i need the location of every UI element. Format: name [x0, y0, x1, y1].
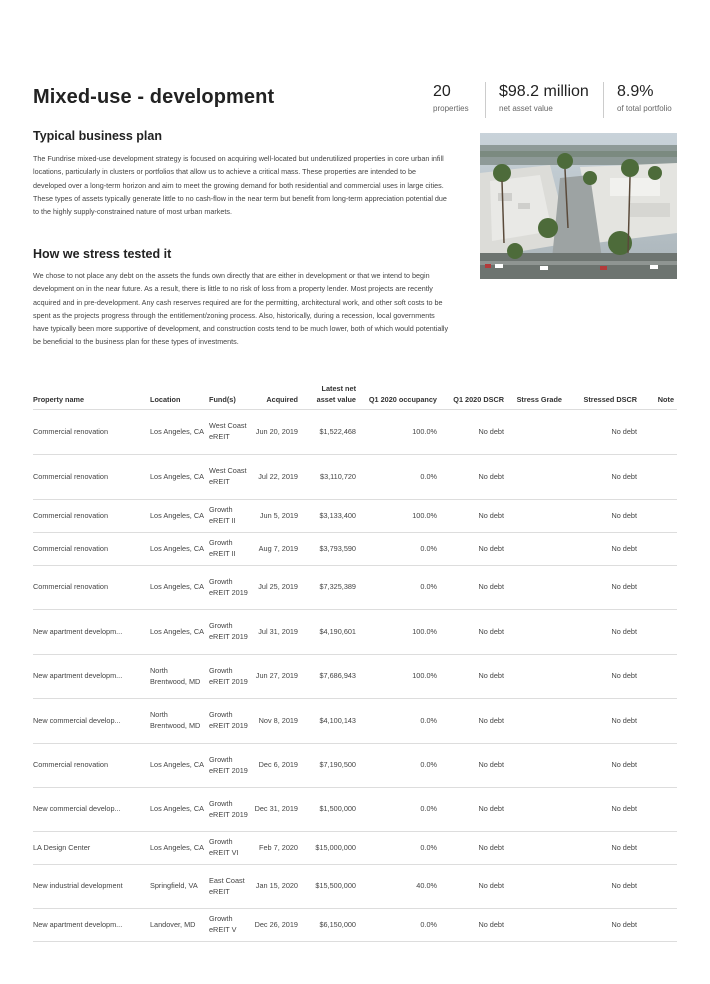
col-header-note: Note	[640, 378, 677, 410]
table-row	[33, 566, 677, 610]
cell-stressed-dscr: No debt	[565, 455, 640, 500]
cell-property-name: Commercial renovation	[33, 410, 150, 455]
cell-occupancy: 40.0%	[359, 865, 440, 909]
page-title: Mixed-use - development	[33, 86, 275, 108]
cell-location: Los Angeles, CA	[150, 410, 209, 455]
cell-acquired: Jun 27, 2019	[253, 655, 301, 699]
cell-occupancy: 0.0%	[359, 788, 440, 832]
cell-property-name: Commercial renovation	[33, 744, 150, 788]
cell-note	[640, 699, 677, 744]
cell-location: Los Angeles, CA	[150, 832, 209, 865]
stat-net-asset-value	[499, 82, 589, 118]
col-header-dscr: Q1 2020 DSCR	[440, 378, 507, 410]
col-header-occupancy: Q1 2020 occupancy	[359, 378, 440, 410]
cell-funds: Growth eREIT 2019	[209, 744, 253, 788]
cell-occupancy: 0.0%	[359, 909, 440, 942]
cell-note	[640, 788, 677, 832]
table-row	[33, 410, 677, 455]
cell-stress-grade	[507, 566, 565, 610]
table-row	[33, 832, 677, 865]
cell-funds: Growth eREIT 2019	[209, 566, 253, 610]
cell-stress-grade	[507, 500, 565, 533]
cell-note	[640, 455, 677, 500]
cell-stressed-dscr: No debt	[565, 909, 640, 942]
cell-property-name: Commercial renovation	[33, 566, 150, 610]
cell-stressed-dscr: No debt	[565, 699, 640, 744]
table-row	[33, 610, 677, 655]
cell-occupancy: 100.0%	[359, 655, 440, 699]
stat-properties	[433, 82, 469, 118]
cell-stress-grade	[507, 655, 565, 699]
cell-stressed-dscr: No debt	[565, 566, 640, 610]
cell-funds: Growth eREIT 2019	[209, 610, 253, 655]
stress-test-heading: How we stress tested it	[33, 247, 172, 261]
cell-acquired: Dec 26, 2019	[253, 909, 301, 942]
table-row	[33, 699, 677, 744]
col-header-net-asset-value: Latest net asset value	[301, 378, 359, 410]
cell-property-name: Commercial renovation	[33, 533, 150, 566]
cell-stress-grade	[507, 909, 565, 942]
cell-stressed-dscr: No debt	[565, 533, 640, 566]
cell-acquired: Jun 20, 2019	[253, 410, 301, 455]
cell-net-asset-value: $4,190,601	[301, 610, 359, 655]
table-row	[33, 533, 677, 566]
cell-location: Los Angeles, CA	[150, 455, 209, 500]
cell-occupancy: 100.0%	[359, 500, 440, 533]
cell-location: Los Angeles, CA	[150, 566, 209, 610]
cell-location: Landover, MD	[150, 909, 209, 942]
cell-net-asset-value: $1,500,000	[301, 788, 359, 832]
table-row	[33, 909, 677, 942]
cell-note	[640, 865, 677, 909]
stat-label: properties	[433, 104, 469, 113]
cell-net-asset-value: $7,686,943	[301, 655, 359, 699]
cell-acquired: Dec 31, 2019	[253, 788, 301, 832]
cell-occupancy: 0.0%	[359, 455, 440, 500]
cell-note	[640, 832, 677, 865]
cell-note	[640, 533, 677, 566]
cell-dscr: No debt	[440, 455, 507, 500]
aerial-photo-illustration	[480, 133, 677, 279]
cell-acquired: Feb 7, 2020	[253, 832, 301, 865]
cell-stressed-dscr: No debt	[565, 865, 640, 909]
cell-stress-grade	[507, 410, 565, 455]
cell-funds: Growth eREIT II	[209, 533, 253, 566]
cell-net-asset-value: $7,325,389	[301, 566, 359, 610]
col-header-stressed-dscr: Stressed DSCR	[565, 378, 640, 410]
cell-stressed-dscr: No debt	[565, 655, 640, 699]
cell-location: North Brentwood, MD	[150, 655, 209, 699]
col-header-stress-grade: Stress Grade	[507, 378, 565, 410]
col-header-property-name: Property name	[33, 378, 150, 410]
cell-property-name: New apartment developm...	[33, 610, 150, 655]
table-row	[33, 500, 677, 533]
cell-dscr: No debt	[440, 832, 507, 865]
cell-funds: Growth eREIT 2019	[209, 788, 253, 832]
cell-property-name: New industrial development	[33, 865, 150, 909]
cell-property-name: Commercial renovation	[33, 455, 150, 500]
cell-funds: Growth eREIT 2019	[209, 699, 253, 744]
stat-divider	[603, 82, 604, 118]
cell-stress-grade	[507, 832, 565, 865]
cell-acquired: Jan 15, 2020	[253, 865, 301, 909]
cell-acquired: Jul 31, 2019	[253, 610, 301, 655]
col-header-location: Location	[150, 378, 209, 410]
cell-stress-grade	[507, 699, 565, 744]
cell-occupancy: 100.0%	[359, 610, 440, 655]
table-header-row	[33, 378, 677, 410]
stat-value: 20	[433, 83, 451, 100]
cell-note	[640, 610, 677, 655]
cell-stress-grade	[507, 455, 565, 500]
cell-stress-grade	[507, 533, 565, 566]
cell-occupancy: 0.0%	[359, 533, 440, 566]
cell-net-asset-value: $7,190,500	[301, 744, 359, 788]
cell-property-name: Commercial renovation	[33, 500, 150, 533]
cell-property-name: New commercial develop...	[33, 699, 150, 744]
cell-acquired: Jul 25, 2019	[253, 566, 301, 610]
cell-occupancy: 0.0%	[359, 832, 440, 865]
cell-dscr: No debt	[440, 410, 507, 455]
cell-net-asset-value: $15,500,000	[301, 865, 359, 909]
cell-stress-grade	[507, 865, 565, 909]
cell-funds: Growth eREIT VI	[209, 832, 253, 865]
table-row	[33, 865, 677, 909]
cell-dscr: No debt	[440, 699, 507, 744]
cell-dscr: No debt	[440, 744, 507, 788]
cell-location: Los Angeles, CA	[150, 533, 209, 566]
cell-stressed-dscr: No debt	[565, 832, 640, 865]
stat-label: of total portfolio	[617, 104, 672, 113]
table-body	[33, 410, 677, 942]
cell-funds: Growth eREIT V	[209, 909, 253, 942]
cell-note	[640, 410, 677, 455]
cell-acquired: Aug 7, 2019	[253, 533, 301, 566]
cell-dscr: No debt	[440, 500, 507, 533]
cell-stressed-dscr: No debt	[565, 610, 640, 655]
col-header-acquired: Acquired	[253, 378, 301, 410]
aerial-photo	[480, 133, 677, 279]
cell-occupancy: 100.0%	[359, 410, 440, 455]
cell-net-asset-value: $15,000,000	[301, 832, 359, 865]
stat-label: net asset value	[499, 104, 553, 113]
cell-note	[640, 909, 677, 942]
cell-location: Springfield, VA	[150, 865, 209, 909]
business-plan-text: The Fundrise mixed-use development strategy is focused on acquiring well-located but underutilized properties in core urban infill locations, particularly in clusters or portfolios that allow us to achieve a critical mass. These properties are intended to be developed over a long-term horizon and aim to meet the growing demand for both residential and commercial uses in large cities. These types of assets typically generate little to no cash-flow in the near term but benefit from long-term appreciation potential due to the highly supply-constrained nature of most urban markets.	[33, 154, 447, 217]
cell-funds: Growth eREIT II	[209, 500, 253, 533]
cell-location: Los Angeles, CA	[150, 744, 209, 788]
cell-property-name: New apartment developm...	[33, 909, 150, 942]
cell-stressed-dscr: No debt	[565, 744, 640, 788]
cell-dscr: No debt	[440, 566, 507, 610]
stat-value: $98.2 million	[499, 83, 589, 100]
cell-net-asset-value: $4,100,143	[301, 699, 359, 744]
cell-dscr: No debt	[440, 865, 507, 909]
table-row	[33, 744, 677, 788]
col-header-funds: Fund(s)	[209, 378, 253, 410]
cell-acquired: Dec 6, 2019	[253, 744, 301, 788]
cell-stress-grade	[507, 744, 565, 788]
business-plan-heading: Typical business plan	[33, 129, 162, 143]
cell-acquired: Nov 8, 2019	[253, 699, 301, 744]
cell-location: Los Angeles, CA	[150, 788, 209, 832]
properties-table	[33, 378, 677, 942]
cell-dscr: No debt	[440, 533, 507, 566]
cell-property-name: New apartment developm...	[33, 655, 150, 699]
table-row	[33, 455, 677, 500]
cell-location: North Brentwood, MD	[150, 699, 209, 744]
stat-divider	[485, 82, 486, 118]
cell-dscr: No debt	[440, 788, 507, 832]
stat-value: 8.9%	[617, 83, 654, 100]
cell-net-asset-value: $1,522,468	[301, 410, 359, 455]
table-row	[33, 788, 677, 832]
cell-funds: West Coast eREIT	[209, 455, 253, 500]
cell-location: Los Angeles, CA	[150, 610, 209, 655]
cell-stressed-dscr: No debt	[565, 500, 640, 533]
cell-acquired: Jul 22, 2019	[253, 455, 301, 500]
cell-stressed-dscr: No debt	[565, 788, 640, 832]
cell-note	[640, 500, 677, 533]
cell-occupancy: 0.0%	[359, 744, 440, 788]
cell-net-asset-value: $3,793,590	[301, 533, 359, 566]
cell-funds: Growth eREIT 2019	[209, 655, 253, 699]
cell-stress-grade	[507, 788, 565, 832]
cell-funds: East Coast eREIT	[209, 865, 253, 909]
cell-occupancy: 0.0%	[359, 699, 440, 744]
cell-dscr: No debt	[440, 610, 507, 655]
cell-net-asset-value: $6,150,000	[301, 909, 359, 942]
stress-test-text: We chose to not place any debt on the assets the funds own directly that are either in development or that we intend to begin development on in the near future. As a result, there is little to no risk of loss from a property lender. Most projects are recently acquired and in pre-development. Any cash reserves required are for the permitting, architectural work, and other soft costs to be spent as the projects progress through the entitlement/zoning process. Also, historically, during a recession, local governments have typically been more supportive of development, and construction costs tend to be much lower, both of which would potentially be beneficial to the business plan for these types of investments.	[33, 271, 449, 347]
stat-portfolio-share	[617, 82, 672, 118]
cell-note	[640, 566, 677, 610]
cell-dscr: No debt	[440, 655, 507, 699]
cell-stress-grade	[507, 610, 565, 655]
cell-net-asset-value: $3,133,400	[301, 500, 359, 533]
cell-location: Los Angeles, CA	[150, 500, 209, 533]
cell-property-name: LA Design Center	[33, 832, 150, 865]
cell-net-asset-value: $3,110,720	[301, 455, 359, 500]
cell-funds: West Coast eREIT	[209, 410, 253, 455]
cell-note	[640, 655, 677, 699]
cell-stressed-dscr: No debt	[565, 410, 640, 455]
cell-note	[640, 744, 677, 788]
cell-property-name: New commercial develop...	[33, 788, 150, 832]
cell-occupancy: 0.0%	[359, 566, 440, 610]
cell-acquired: Jun 5, 2019	[253, 500, 301, 533]
cell-dscr: No debt	[440, 909, 507, 942]
table-row	[33, 655, 677, 699]
